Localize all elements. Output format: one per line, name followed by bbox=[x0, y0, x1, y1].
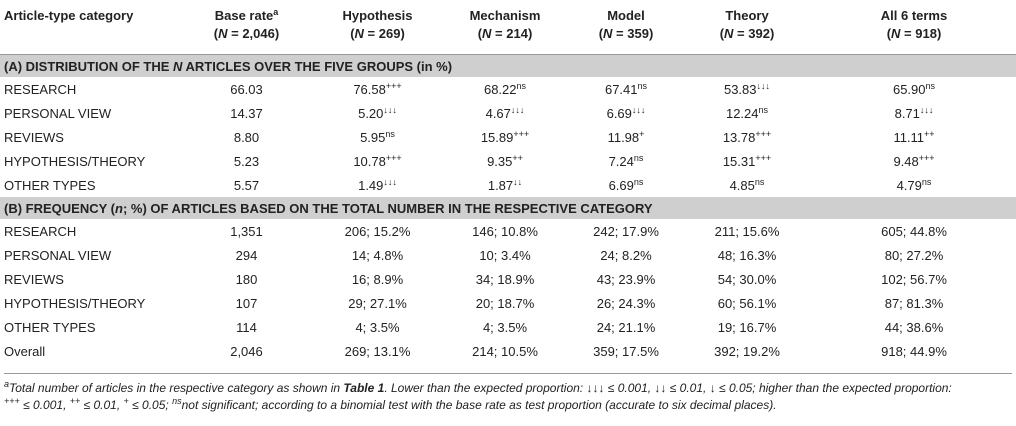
significance-marker: ↓↓↓ bbox=[383, 176, 397, 187]
row-label: PERSONAL VIEW bbox=[4, 247, 112, 263]
header-col-0 bbox=[178, 0, 315, 26]
table-cell bbox=[178, 77, 315, 101]
table-cell bbox=[570, 173, 682, 197]
paren-open: ( bbox=[350, 26, 355, 41]
table-cell bbox=[315, 77, 440, 101]
table-footnote bbox=[4, 373, 1012, 414]
significance-marker: ns bbox=[754, 176, 765, 187]
footnote-plus1: + bbox=[123, 396, 129, 406]
header-col-n-0: (N = 2,046) bbox=[213, 26, 280, 41]
cell-value: 5.95 bbox=[360, 129, 386, 145]
table-row bbox=[0, 77, 1016, 101]
table-cell bbox=[570, 149, 682, 173]
cell-value: 13.78 bbox=[722, 129, 756, 145]
table-cell: 359; 17.5% bbox=[593, 343, 659, 359]
header-col-name: Mechanism bbox=[469, 8, 541, 23]
paren-open: ( bbox=[477, 26, 483, 41]
table-cell: 24; 8.2% bbox=[600, 247, 652, 263]
significance-marker: +++ bbox=[513, 128, 530, 139]
heading-n-symbol: n bbox=[114, 200, 123, 216]
n-value: 918 bbox=[915, 26, 937, 41]
header-col-n-2: (N = 214) bbox=[477, 26, 533, 41]
row-label: REVIEWS bbox=[4, 271, 64, 287]
n-symbol: N bbox=[482, 26, 492, 41]
table-cell bbox=[812, 173, 1016, 197]
n-value: 359 bbox=[627, 26, 649, 41]
heading-suffix: ; %) OF ARTICLES BASED ON THE TOTAL NUMBER IN THE RESPECTIVE CATEGORY bbox=[122, 200, 653, 216]
table-cell bbox=[440, 149, 570, 173]
footnote-text-4: ≤ 0.01, bbox=[80, 398, 124, 412]
significance-marker: +++ bbox=[755, 128, 772, 139]
significance-marker: ↓↓↓ bbox=[756, 80, 771, 91]
n-symbol: N bbox=[724, 26, 734, 41]
table-cell bbox=[315, 149, 440, 173]
table-row bbox=[0, 315, 1016, 339]
significance-marker: ++ bbox=[512, 152, 523, 163]
table-cell: 87; 81.3% bbox=[884, 295, 944, 311]
table-cell bbox=[315, 101, 440, 125]
significance-marker: +++ bbox=[918, 152, 935, 163]
cell-value: 11.11 bbox=[893, 129, 925, 145]
table-cell bbox=[440, 77, 570, 101]
cell-value: 15.89 bbox=[480, 129, 514, 145]
cell-value: 65.90 bbox=[892, 81, 926, 97]
table-cell: 114 bbox=[236, 319, 257, 335]
table-cell bbox=[440, 101, 570, 125]
row-label: PERSONAL VIEW bbox=[4, 105, 112, 121]
footnote-ns: ns bbox=[172, 396, 182, 406]
cell-value: 9.35 bbox=[487, 153, 513, 169]
footnote-text-5: ≤ 0.05; bbox=[128, 398, 173, 412]
n-symbol: N bbox=[603, 26, 613, 41]
table-cell bbox=[682, 125, 812, 149]
header-col-2 bbox=[440, 0, 570, 26]
table-cell: 29; 27.1% bbox=[348, 295, 407, 311]
header-col-n-4: (N = 392) bbox=[719, 26, 775, 41]
cell-value: 5.23 bbox=[233, 153, 260, 169]
n-symbol: N bbox=[891, 26, 901, 41]
table-body bbox=[0, 55, 1016, 364]
cell-value: 6.69 bbox=[606, 105, 632, 121]
table-cell: 392; 19.2% bbox=[714, 343, 780, 359]
n-symbol: N bbox=[354, 26, 364, 41]
significance-marker: ns bbox=[921, 176, 932, 187]
cell-value: 8.71 bbox=[894, 105, 920, 121]
cell-value: 1.87 bbox=[487, 177, 514, 193]
header-col-3 bbox=[570, 0, 682, 26]
table-cell: 206; 15.2% bbox=[344, 223, 411, 239]
header-col-n-3: (N = 359) bbox=[598, 26, 654, 41]
header-col-1 bbox=[315, 0, 440, 26]
table-cell: 10; 3.4% bbox=[479, 247, 531, 263]
table-cell: 34; 18.9% bbox=[475, 271, 535, 287]
table-cell: 16; 8.9% bbox=[351, 271, 404, 287]
table-row bbox=[0, 101, 1016, 125]
table-cell bbox=[440, 125, 570, 149]
table-cell: 54; 30.0% bbox=[717, 271, 777, 287]
heading-prefix: (A) DISTRIBUTION OF THE bbox=[4, 58, 173, 74]
n-value: 2,046 bbox=[242, 26, 275, 41]
table-cell: 4; 3.5% bbox=[482, 319, 528, 335]
table-cell bbox=[570, 125, 682, 149]
header-col-name: Hypothesis bbox=[342, 8, 413, 23]
paren-open: ( bbox=[598, 26, 604, 41]
table-cell: 19; 16.7% bbox=[717, 319, 777, 335]
cell-value: 7.24 bbox=[608, 153, 634, 169]
paren-open: ( bbox=[213, 26, 219, 41]
cell-value: 8.80 bbox=[233, 129, 260, 145]
section_b-heading-row bbox=[0, 197, 1016, 219]
header-col-name: Theory bbox=[725, 8, 769, 23]
table-row bbox=[0, 173, 1016, 197]
cell-value: 5.20 bbox=[358, 105, 384, 121]
table-cell bbox=[812, 101, 1016, 125]
n-symbol: N bbox=[218, 26, 228, 41]
cell-value: 10.78 bbox=[353, 153, 386, 169]
heading-prefix: (B) FREQUENCY ( bbox=[4, 200, 115, 216]
row-label: HYPOTHESIS/THEORY bbox=[4, 153, 146, 169]
significance-marker: +++ bbox=[755, 152, 772, 163]
paren-open: ( bbox=[719, 26, 725, 41]
header-col-name: All 6 terms bbox=[880, 8, 948, 23]
significance-marker: ++ bbox=[924, 128, 935, 139]
significance-marker: ↓↓↓ bbox=[510, 104, 525, 115]
paren-open: ( bbox=[886, 26, 892, 41]
equals: = bbox=[612, 26, 628, 41]
table-cell bbox=[682, 149, 812, 173]
table-row bbox=[0, 219, 1016, 243]
table-cell bbox=[178, 173, 315, 197]
table-cell bbox=[570, 77, 682, 101]
significance-marker: ns bbox=[633, 152, 644, 163]
heading-n-symbol: N bbox=[173, 58, 183, 74]
equals: = bbox=[363, 26, 379, 41]
header-article-type: Article-type category bbox=[4, 8, 134, 23]
table-row bbox=[0, 125, 1016, 149]
table-cell: 1,351 bbox=[230, 223, 263, 239]
table-cell: 214; 10.5% bbox=[472, 343, 538, 359]
header-col-name: Base rate bbox=[214, 8, 274, 23]
row-label: REVIEWS bbox=[4, 129, 64, 145]
header-col-sup: a bbox=[273, 7, 279, 17]
table-cell bbox=[812, 125, 1016, 149]
table-cell: 20; 18.7% bbox=[475, 295, 535, 311]
section_a-heading-row bbox=[0, 55, 1016, 78]
table-cell bbox=[178, 149, 315, 173]
significance-marker: ↓↓↓ bbox=[631, 104, 646, 115]
cell-value: 6.69 bbox=[608, 177, 634, 193]
cell-value: 4.85 bbox=[729, 177, 755, 193]
n-value: 214 bbox=[506, 26, 528, 41]
header-col-n-1: (N = 269) bbox=[350, 26, 405, 41]
significance-marker: ns bbox=[637, 80, 648, 91]
table-row bbox=[0, 243, 1016, 267]
significance-marker: ns bbox=[758, 104, 769, 115]
row-label: Overall bbox=[4, 343, 46, 359]
table-cell bbox=[812, 77, 1016, 101]
footnote-text-6: not significant; according to a binomial test with the base rate as test proportion (accurate to six decimal places). bbox=[181, 398, 777, 412]
table-cell: 26; 24.3% bbox=[596, 295, 656, 311]
footnote-text-1: Total number of articles in the respective category as shown in bbox=[9, 381, 344, 395]
table-cell bbox=[440, 173, 570, 197]
cell-value: 67.41 bbox=[604, 81, 638, 97]
significance-marker: ns bbox=[633, 176, 644, 187]
table-row bbox=[0, 149, 1016, 173]
significance-marker: ns bbox=[925, 80, 936, 91]
cell-value: 68.22 bbox=[483, 81, 517, 97]
section_a-heading bbox=[0, 55, 1016, 78]
table-cell: 2,046 bbox=[230, 343, 263, 359]
footnote-text-3: ≤ 0.001, bbox=[19, 398, 70, 412]
significance-marker: +++ bbox=[385, 80, 402, 91]
cell-value: 66.03 bbox=[230, 81, 263, 97]
significance-marker: ↓↓↓ bbox=[383, 104, 397, 115]
table-cell bbox=[682, 173, 812, 197]
table-cell: 242; 17.9% bbox=[593, 223, 659, 239]
cell-value: 9.48 bbox=[893, 153, 919, 169]
cell-value: 14.37 bbox=[230, 105, 263, 121]
row-label: OTHER TYPES bbox=[4, 177, 96, 193]
table-cell: 48; 16.3% bbox=[717, 247, 777, 263]
table-cell: 14; 4.8% bbox=[351, 247, 404, 263]
table-cell bbox=[315, 125, 440, 149]
cell-value: 76.58 bbox=[353, 81, 386, 97]
table-cell bbox=[178, 101, 315, 125]
equals: = bbox=[227, 26, 243, 41]
table-cell: 102; 56.7% bbox=[881, 271, 947, 287]
footnote-plus3: +++ bbox=[4, 396, 20, 406]
footnote-marker: a bbox=[4, 379, 10, 389]
table-cell: 4; 3.5% bbox=[355, 319, 400, 335]
table-cell: 918; 44.9% bbox=[881, 343, 947, 359]
footnote-text-2: . Lower than the expected proportion: ↓↓↓ ≤ 0.001, ↓↓ ≤ 0.01, ↓ ≤ 0.05; higher than the expected proportion: bbox=[384, 381, 952, 395]
significance-marker: ↓↓ bbox=[513, 176, 523, 187]
table-cell: 211; 15.6% bbox=[714, 223, 780, 239]
table-cell: 180 bbox=[235, 271, 258, 287]
equals: = bbox=[900, 26, 916, 41]
header-col-5 bbox=[812, 0, 1016, 26]
table-cell: 80; 27.2% bbox=[884, 247, 944, 263]
cell-value: 53.83 bbox=[723, 81, 757, 97]
significance-marker: +++ bbox=[385, 152, 402, 163]
table-cell bbox=[570, 101, 682, 125]
table-cell: 294 bbox=[235, 247, 258, 263]
header-row-names bbox=[0, 0, 1016, 26]
table-cell: 60; 56.1% bbox=[717, 295, 777, 311]
cell-value: 4.79 bbox=[896, 177, 922, 193]
table-cell: 24; 21.1% bbox=[596, 319, 656, 335]
header-row-n bbox=[0, 26, 1016, 55]
cell-value: 4.67 bbox=[485, 105, 511, 121]
table-reference: Table 1 bbox=[343, 381, 385, 395]
table-row bbox=[0, 339, 1016, 363]
row-label: RESEARCH bbox=[4, 223, 77, 239]
section_b-heading bbox=[0, 197, 1016, 219]
cell-value: 1.49 bbox=[358, 177, 384, 193]
significance-marker: + bbox=[639, 128, 645, 139]
significance-marker: ns bbox=[516, 80, 527, 91]
table-cell: 44; 38.6% bbox=[884, 319, 944, 335]
row-label: HYPOTHESIS/THEORY bbox=[4, 295, 146, 311]
cell-value: 5.57 bbox=[233, 177, 260, 193]
table-cell: 43; 23.9% bbox=[596, 271, 656, 287]
equals: = bbox=[733, 26, 749, 41]
table-cell bbox=[682, 101, 812, 125]
significance-marker: ↓↓↓ bbox=[919, 104, 934, 115]
footnote-plus2: ++ bbox=[69, 396, 81, 406]
n-value: 269 bbox=[378, 26, 401, 41]
table-cell: 269; 13.1% bbox=[344, 343, 411, 359]
row-label: OTHER TYPES bbox=[4, 319, 96, 335]
header-empty-cell bbox=[0, 26, 178, 55]
table-cell: 107 bbox=[235, 295, 258, 311]
table-cell bbox=[178, 125, 315, 149]
table-cell bbox=[812, 149, 1016, 173]
table-cell: 146; 10.8% bbox=[472, 223, 538, 239]
table-cell bbox=[315, 173, 440, 197]
table-cell bbox=[682, 77, 812, 101]
cell-value: 12.24 bbox=[725, 105, 759, 121]
header-col-n-5: (N = 918) bbox=[886, 26, 942, 41]
header-col-name: Model bbox=[607, 8, 645, 23]
significance-marker: ns bbox=[385, 128, 395, 139]
heading-suffix: ARTICLES OVER THE FIVE GROUPS (in %) bbox=[182, 58, 453, 74]
cell-value: 11.98 bbox=[607, 129, 640, 145]
header-col-4 bbox=[682, 0, 812, 26]
equals: = bbox=[491, 26, 507, 41]
n-value: 392 bbox=[748, 26, 770, 41]
cell-value: 15.31 bbox=[722, 153, 756, 169]
table-row bbox=[0, 291, 1016, 315]
table-row bbox=[0, 267, 1016, 291]
row-label: RESEARCH bbox=[4, 81, 77, 97]
table-cell: 605; 44.8% bbox=[881, 223, 947, 239]
